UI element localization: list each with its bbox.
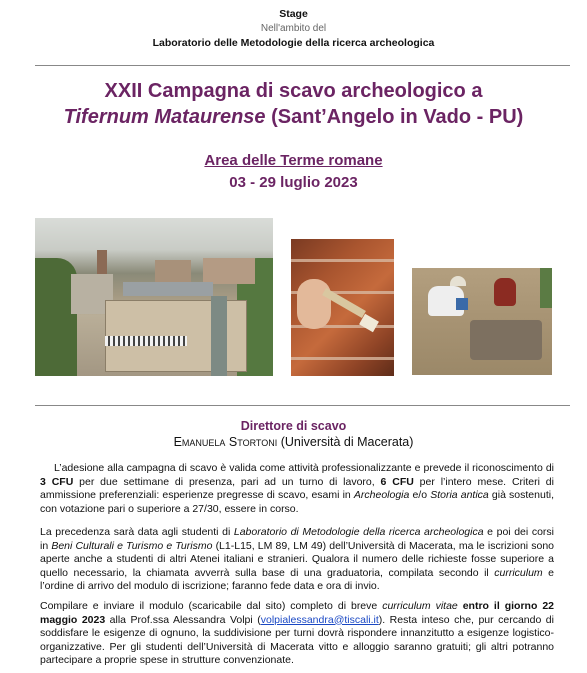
paragraph-application: Compilare e inviare il modulo (scaricabile dal sito) completo di breve curriculum vitae entro il giorno 22 maggio 2023 alla Prof.ssa Alessandra Volpi (volpialessandra@tiscali.it). Resta inteso che, pur cercando di soddisfare le esigenze di ognuno, la suddivisione per turni dovrà rispondere innanzitutto a esigenze logistico-organizzative. Per gli studenti dell’Università di Macerata vitto e alloggio saranno gratuiti; gli altri potranno partecipare a proprie spese in strutture convenzionate. <box>40 600 554 666</box>
header-lab: Laboratorio delle Metodologie della ricerca archeologica <box>152 37 435 49</box>
event-dates: 03 - 29 luglio 2023 <box>229 174 358 191</box>
paragraph-priority: La precedenza sarà data agli studenti di Laboratorio di Metodologie della ricerca archeologica e poi dei corsi in Beni Culturali e Turismo e Turismo (L1-L15, LM 89, LM 49) dell’Università di Macerata, ma le iscrizioni sono aperte anche a studenti di altri Atenei italiani e stranieri. Qualora il numero delle richieste fosse superiore a quello necessario, la chiamata avverrà sulla base di una graduatoria, compilata secondo il curriculum e l’ordine di arrivo del modulo di iscrizione; faranno fede data e ora di invio. <box>40 526 555 592</box>
main-title-line1: XXII Campagna di scavo archeologico a <box>104 80 483 102</box>
area-title: Area delle Terme romane <box>204 152 383 169</box>
director-name-line <box>0 435 587 449</box>
main-title-line2 <box>0 106 587 129</box>
paragraph-credits: L’adesione alla campagna di scavo è valida come attività professionalizzante e prevede il riconoscimento di 3 CFU per due settimane di presenza, pari ad un turno di lavoro, 6 CFU per l’intero mese. Criteri di ammissione preferenziali: esperienze pregresse di scavo, esami in Archeologia e/o Storia antica già sostenuti, con votazione pari o superiore a 27/30, essere in corso. <box>40 462 554 515</box>
digging-workers-photo <box>412 268 552 375</box>
header-stage: Stage <box>279 8 308 20</box>
divider-middle <box>35 405 570 406</box>
director-name: Emanuela Stortoni <box>173 435 278 449</box>
header-context: Nell'ambito del <box>260 23 327 34</box>
director-affiliation: (Università di Macerata) <box>277 435 414 449</box>
brick-cleaning-photo <box>291 239 394 376</box>
director-heading: Direttore di scavo <box>240 419 347 433</box>
contact-email-link[interactable]: volpialessandra@tiscali.it <box>260 613 379 626</box>
divider-top <box>35 65 570 66</box>
excavation-site-photo <box>35 218 273 376</box>
site-location: (Sant’Angelo in Vado - PU) <box>265 106 524 128</box>
site-name: Tifernum Mataurense <box>63 106 266 128</box>
